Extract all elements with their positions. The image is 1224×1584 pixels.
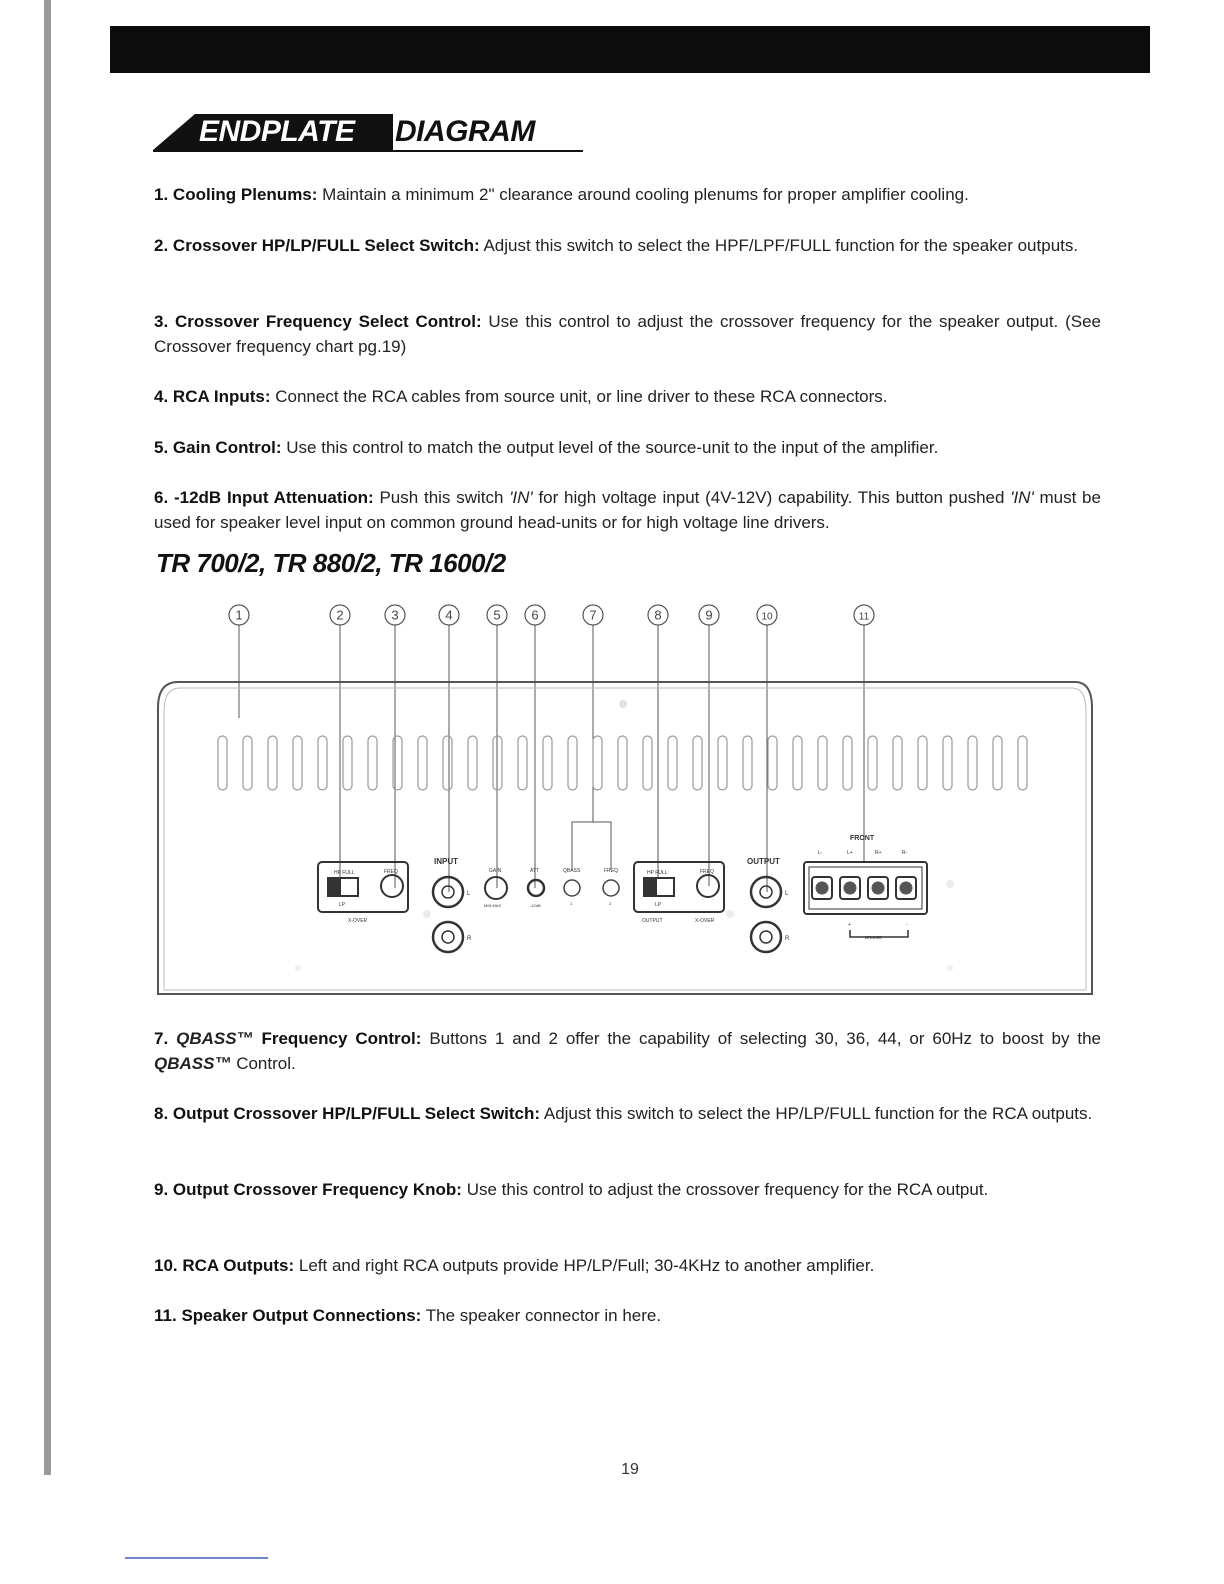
qbass-trademark: QBASS™ [154, 1054, 232, 1073]
cooling-slot [568, 736, 577, 790]
screw-hole [295, 965, 301, 971]
callout-number: 5 [493, 607, 501, 623]
heading-underline [153, 150, 583, 152]
qbass-button-left [564, 880, 580, 896]
item-text: Control. [231, 1054, 296, 1073]
item-6 [154, 485, 1101, 535]
page-number: 19 [621, 1461, 639, 1478]
rca-output-left-pin [760, 886, 772, 898]
heading-word-diagram: DIAGRAM [395, 115, 535, 148]
endplate-inner-outline [164, 688, 1086, 990]
header-bar [110, 26, 1150, 73]
bridge-plus-label: + [848, 922, 851, 928]
xover-freq-knob [381, 875, 403, 897]
cooling-slot [843, 736, 852, 790]
item-text: Use this control to adjust the crossover frequency for the RCA output. [466, 1180, 989, 1199]
output-l-label: L [785, 891, 789, 897]
callout-number: 1 [235, 607, 243, 623]
item-4 [154, 384, 1101, 409]
output-switch-slider [644, 878, 657, 896]
terminal-screw [844, 882, 857, 895]
screw-hole [726, 910, 734, 918]
switch-slider [328, 878, 341, 896]
cooling-slot [518, 736, 527, 790]
terminal-label-r-minus: R- [902, 850, 908, 856]
gain-label: GAIN [489, 868, 502, 874]
xover-hp-full-label: HP FULL [334, 870, 355, 876]
cooling-slot [243, 736, 252, 790]
item-text: Adjust this switch to select the HP/LP/FULL function for the RCA outputs. [543, 1104, 1093, 1123]
callout-number: 6 [531, 607, 539, 623]
bridge-label: BRIDGE [865, 935, 883, 940]
section-heading [153, 110, 583, 154]
footer-line [125, 1557, 268, 1559]
cooling-slot [893, 736, 902, 790]
item-text: Use this control to match the output level of the source-unit to the input of the amplifier. [286, 438, 939, 457]
cooling-slot [968, 736, 977, 790]
rca-input-right-pin [442, 931, 454, 943]
item-number: 9. [154, 1180, 169, 1199]
xover-freq-label: FREQ [384, 869, 398, 875]
cooling-slot [768, 736, 777, 790]
callout-number: 4 [445, 607, 453, 623]
heading-word-endplate: ENDPLATE [199, 115, 355, 148]
rca-output-right-pin [760, 931, 772, 943]
item-number: 6. [154, 488, 169, 507]
cooling-slot [918, 736, 927, 790]
item-text: Adjust this switch to select the HPF/LPF/FULL function for the speaker outputs. [483, 236, 1079, 255]
gain-knob [485, 877, 507, 899]
item-number: 8. [154, 1104, 169, 1123]
cooling-slot [593, 736, 602, 790]
rca-input-left-pin [442, 886, 454, 898]
item-11 [154, 1303, 1101, 1328]
endplate-drawing [150, 596, 1100, 1001]
input-label: INPUT [434, 857, 458, 866]
item-label: Crossover HP/LP/FULL Select Switch: [172, 236, 480, 255]
cooling-slot [993, 736, 1002, 790]
item-label: Output Crossover HP/LP/FULL Select Switch: [172, 1104, 541, 1123]
item-number: 7. [154, 1029, 169, 1048]
terminal-screw [872, 882, 885, 895]
callout-number: 10 [761, 611, 773, 623]
item-9 [154, 1177, 1101, 1202]
gain-min-max-label: MIN MAX [484, 903, 502, 908]
item-label: Speaker Output Connections: [181, 1306, 422, 1325]
item-8 [154, 1101, 1101, 1126]
speaker-terminals [812, 877, 916, 899]
output-label: OUTPUT [747, 857, 780, 866]
item-text: for high voltage input (4V-12V) capability. This button pushed [532, 488, 1011, 507]
screw-hole [619, 700, 627, 708]
qbass-2-label: 2 [609, 901, 612, 906]
cooling-slot [718, 736, 727, 790]
input-l-label: L [467, 891, 471, 897]
cooling-slot [943, 736, 952, 790]
item-number: 10. [154, 1256, 178, 1275]
item-text: Use this control to adjust the crossover frequency for the speaker output. (See Crossover frequency chart pg.19) [154, 312, 1101, 356]
callout-number: 3 [391, 607, 399, 623]
terminal-label-r-plus: R+ [875, 850, 882, 856]
qbass-bracket [572, 822, 611, 870]
output-lp-label: LP [655, 902, 662, 908]
output-xover-label: X-OVER [695, 918, 715, 924]
cooling-slot [793, 736, 802, 790]
screw-hole [947, 965, 953, 971]
cooling-slot [343, 736, 352, 790]
item-text: must be used for speaker level input on common ground head-units or for high voltage line drivers. [154, 488, 1101, 532]
qbass-button-right [603, 880, 619, 896]
callout-number: 8 [654, 607, 662, 623]
item-text: Connect the RCA cables from source unit, or line driver to these RCA connectors. [275, 387, 888, 406]
rca-input-right [433, 922, 463, 952]
item-label: RCA Outputs: [182, 1256, 295, 1275]
qbass-freq-label: FREQ [604, 868, 618, 874]
output-small-label: OUTPUT [642, 918, 663, 924]
item-1 [154, 182, 1101, 207]
cooling-slot [543, 736, 552, 790]
terminal-label-l-plus: L+ [847, 850, 853, 856]
cooling-slot [218, 736, 227, 790]
callout-number: 2 [336, 607, 344, 623]
screw-hole [423, 910, 431, 918]
input-r-label: R [467, 936, 472, 942]
item-label: Crossover Frequency Select Control: [174, 312, 482, 331]
item-number: 1. [154, 185, 169, 204]
item-5 [154, 435, 1101, 460]
item-text: The speaker connector in here. [425, 1306, 662, 1325]
item-text: Left and right RCA outputs provide HP/LP/Full; 30-4KHz to another amplifier. [298, 1256, 875, 1275]
cooling-slot [293, 736, 302, 790]
item-number: 2. [154, 236, 169, 255]
item-emphasis: 'IN' [509, 488, 533, 507]
cooling-slots [218, 736, 1027, 790]
screw-hole [946, 880, 954, 888]
callout-group [229, 605, 874, 625]
cooling-slot [318, 736, 327, 790]
item-label: Cooling Plenums: [172, 185, 318, 204]
rca-output-right [751, 922, 781, 952]
output-hp-full-label: HP FULL [647, 870, 668, 876]
item-label: RCA Inputs: [172, 387, 271, 406]
item-label: -12dB Input Attenuation: [173, 488, 374, 507]
item-10 [154, 1253, 1101, 1278]
cooling-slot [668, 736, 677, 790]
cooling-slot [368, 736, 377, 790]
att-button [528, 880, 544, 896]
rca-output-left [751, 877, 781, 907]
item-text: Push this switch [379, 488, 510, 507]
cooling-slot [818, 736, 827, 790]
xover-label: X-OVER [348, 918, 368, 924]
qbass-label: QBASS [563, 868, 581, 874]
att-label: ATT [530, 868, 540, 874]
cooling-slot [268, 736, 277, 790]
item-number: 4. [154, 387, 169, 406]
terminal-screw [900, 882, 913, 895]
item-7 [154, 1026, 1101, 1076]
item-text: Maintain a minimum 2" clearance around cooling plenums for proper amplifier cooling. [322, 185, 969, 204]
item-text: Buttons 1 and 2 offer the capability of selecting 30, 36, 44, or 60Hz to boost by the [421, 1029, 1101, 1048]
cooling-slot [868, 736, 877, 790]
item-number: 3. [154, 312, 169, 331]
terminal-screw [816, 882, 829, 895]
rca-input-left [433, 877, 463, 907]
front-label: FRONT [850, 835, 875, 842]
item-2 [154, 233, 1101, 258]
cooling-slot [468, 736, 477, 790]
cooling-slot [443, 736, 452, 790]
att-12db-label: -12dB [530, 903, 541, 908]
item-number: 5. [154, 438, 169, 457]
binding-edge [44, 0, 51, 1475]
output-xover-freq-knob [697, 875, 719, 897]
qbass-trademark: QBASS™ [176, 1029, 254, 1048]
xover-lp-label: LP [339, 902, 346, 908]
item-label: Output Crossover Frequency Knob: [172, 1180, 462, 1199]
cooling-slot [393, 736, 402, 790]
terminal-label-l-minus: L- [818, 850, 823, 856]
item-emphasis: 'IN' [1010, 488, 1034, 507]
cooling-slot [418, 736, 427, 790]
cooling-slot [1018, 736, 1027, 790]
cooling-slot [618, 736, 627, 790]
endplate-outline [158, 682, 1092, 994]
qbass-1-label: 1 [570, 901, 573, 906]
item-label: Gain Control: [172, 438, 282, 457]
bridge-minus-label: - [906, 922, 908, 928]
callout-number: 7 [589, 607, 597, 623]
callout-number: 9 [705, 607, 713, 623]
output-r-label: R [785, 936, 790, 942]
endplate-diagram [150, 596, 1100, 1001]
item-label: Frequency Control: [253, 1029, 422, 1048]
cooling-slot [743, 736, 752, 790]
cooling-slot [693, 736, 702, 790]
item-3 [154, 309, 1101, 359]
output-freq-label: FREQ [700, 869, 714, 875]
model-heading: TR 700/2, TR 880/2, TR 1600/2 [156, 548, 506, 578]
callout-number: 11 [858, 611, 870, 623]
item-number: 11. [154, 1306, 177, 1325]
cooling-slot [643, 736, 652, 790]
